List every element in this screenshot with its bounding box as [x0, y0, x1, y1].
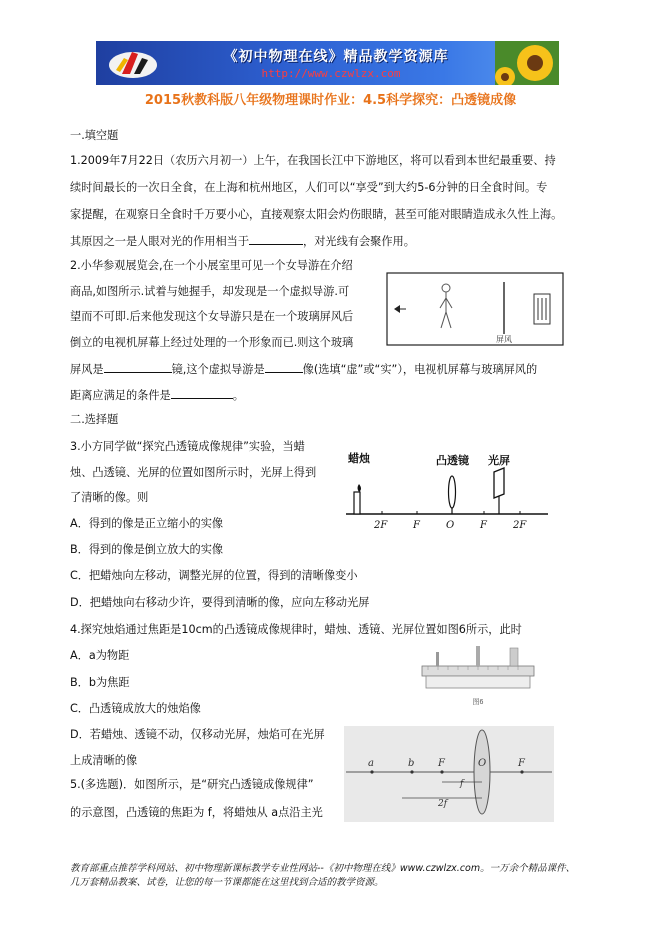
- convex-lens-icon: [449, 476, 456, 508]
- q2-blank-distance[interactable]: [171, 387, 233, 399]
- q2-text-d: 距离应满足的条件是: [70, 389, 171, 402]
- q2-line-3: 望而不可即.后来他发现这个女导游只是在一个玻璃屏风后: [70, 310, 354, 323]
- q5-point-f-left: F: [438, 758, 445, 769]
- tick-2f-left: 2F: [374, 520, 388, 531]
- page-footer: [70, 862, 610, 890]
- q3-line-1: 3.小方同学做“探究凸透镜成像规律”实验，当蜡: [70, 440, 305, 453]
- q2-line-2: 商品,如图所示.试着与她握手，却发现是一个虚拟导游.可: [70, 285, 350, 298]
- tick-o: O: [446, 520, 455, 531]
- figure-q3-optical-bench: [342, 446, 552, 536]
- q5-point-f-right: F: [518, 758, 525, 769]
- light-screen-icon: [494, 468, 504, 514]
- q2-blank-image[interactable]: [265, 361, 303, 373]
- figure-q2-showroom: [386, 272, 564, 346]
- q3-option-b[interactable]: B．得到的像是倒立放大的实像: [70, 543, 224, 556]
- q3-option-d[interactable]: D．把蜡烛向右移动少许，要得到清晰的像，应向左移动光屏: [70, 596, 370, 609]
- q4-option-d-cont: 上成清晰的像: [70, 754, 138, 767]
- q3-line-2: 烛、凸透镜、光屏的位置如图所示时，光屏上得到: [70, 466, 317, 479]
- q3-line-3: 了清晰的像。则: [70, 491, 149, 504]
- banner-url[interactable]: http://www.czwlzx.com: [261, 67, 401, 80]
- lens-holder-icon: [476, 646, 480, 666]
- q2-text-a: 屏风是: [70, 363, 104, 376]
- footer-line-1: 教育部重点推荐学科网站、初中物理新课标教学专业性网站--《初中物理在线》www.czwlzx.com。一万余个精品课件、: [70, 863, 576, 874]
- q5-dim-f: f: [460, 779, 464, 789]
- q1-line-4: [70, 233, 415, 249]
- fig-q3-screen-label: 光屏: [488, 454, 510, 467]
- q1-line-3: 家提醒，在观察日全食时千万要小心，直接观察太阳会灼伤眼睛，甚至可能对眼睛造成永久性上海。: [70, 208, 563, 221]
- tick-f-left: F: [413, 520, 420, 531]
- q5-dim-2f: 2f: [438, 799, 448, 809]
- banner-title: 《初中物理在线》精品教学资源库: [223, 49, 449, 65]
- q5-point-o: O: [478, 758, 487, 769]
- figure-q5-diagram: [344, 726, 554, 822]
- q1-text-b: ，对光线有会聚作用。: [303, 235, 415, 248]
- q4-option-c[interactable]: C．凸透镜成放大的烛焰像: [70, 702, 201, 715]
- q2-line-1: 2.小华参观展览会,在一个小展室里可见一个女导游在介绍: [70, 259, 353, 272]
- section-heading-fill: 一.填空题: [70, 129, 119, 142]
- q2-line-5: [70, 361, 537, 377]
- q2-text-c: 像(选填“虚”或“实”），电视机屏幕与玻璃屏风的: [302, 363, 538, 376]
- q5-line-2: 的示意图，凸透镜的焦距为 f，将蜡烛从 a点沿主光: [70, 806, 323, 819]
- q4-option-d[interactable]: D．若蜡烛、透镜不动，仅移动光屏，烛焰可在光屏: [70, 728, 325, 741]
- footer-line-2: 几万套精品教案、试卷，让您的每一节课都能在这里找到合适的教学资源。: [70, 877, 384, 888]
- site-logo-icon: [102, 44, 164, 82]
- section-heading-choice: 二.选择题: [70, 413, 119, 426]
- tick-f-right: F: [480, 520, 487, 531]
- q1-line-1: 1.2009年7月22日（农历六月初一）上午，在我国长江中下游地区，将可以看到本世纪最重要、持: [70, 154, 556, 167]
- q5-lens-icon: [474, 730, 490, 814]
- q5-point-a: a: [368, 758, 374, 769]
- q1-text-a: 其原因之一是人眼对光的作用相当于: [70, 235, 250, 248]
- fig-q2-label: 屏风: [496, 335, 512, 344]
- q2-text-b: 镜,这个虚拟导游是: [171, 363, 265, 376]
- sunflower-icon: [495, 41, 559, 85]
- q5-point-b: b: [408, 758, 415, 769]
- q5-line-1: 5.(多选题)．如图所示，是“研究凸透镜成像规律”: [70, 778, 314, 791]
- q2-blank-lens[interactable]: [104, 361, 172, 373]
- q4-option-a[interactable]: A．a为物距: [70, 649, 130, 662]
- header-banner: [96, 41, 559, 85]
- q3-option-a[interactable]: A．得到的像是正立缩小的实像: [70, 517, 224, 530]
- fig-q3-candle-label: 蜡烛: [348, 452, 370, 465]
- tick-2f-right: 2F: [513, 520, 527, 531]
- q2-line-6: [70, 387, 244, 403]
- candle-holder-icon: [436, 652, 439, 666]
- q4-stem: 4.探究烛焰通过焦距是10cm的凸透镜成像规律时，蜡烛、透镜、光屏位置如图6所示，此时: [70, 623, 522, 636]
- q3-option-c[interactable]: C．把蜡烛向左移动，调整光屏的位置，得到的清晰像变小: [70, 569, 358, 582]
- page-title: 2015秋教科版八年级物理课时作业：4.5科学探究：凸透镜成像: [144, 93, 517, 108]
- screen-holder-icon: [510, 648, 518, 666]
- q2-line-4: 倒立的电视机屏幕上经过处理的一个形象而已.则这个玻璃: [70, 336, 354, 349]
- q2-text-e: 。: [232, 389, 244, 402]
- candle-icon: [354, 484, 361, 514]
- fig-q4-caption: 图6: [472, 699, 484, 706]
- q1-line-2: 续时间最长的一次日全食，在上海和杭州地区，人们可以“享受”到大约5-6分钟的日全食时间。专: [70, 181, 548, 194]
- q4-option-b[interactable]: B．b为焦距: [70, 676, 130, 689]
- q1-answer-blank[interactable]: [249, 233, 303, 245]
- figure-q4-bench-photo: [418, 640, 538, 710]
- fig-q3-lens-label: 凸透镜: [436, 454, 469, 467]
